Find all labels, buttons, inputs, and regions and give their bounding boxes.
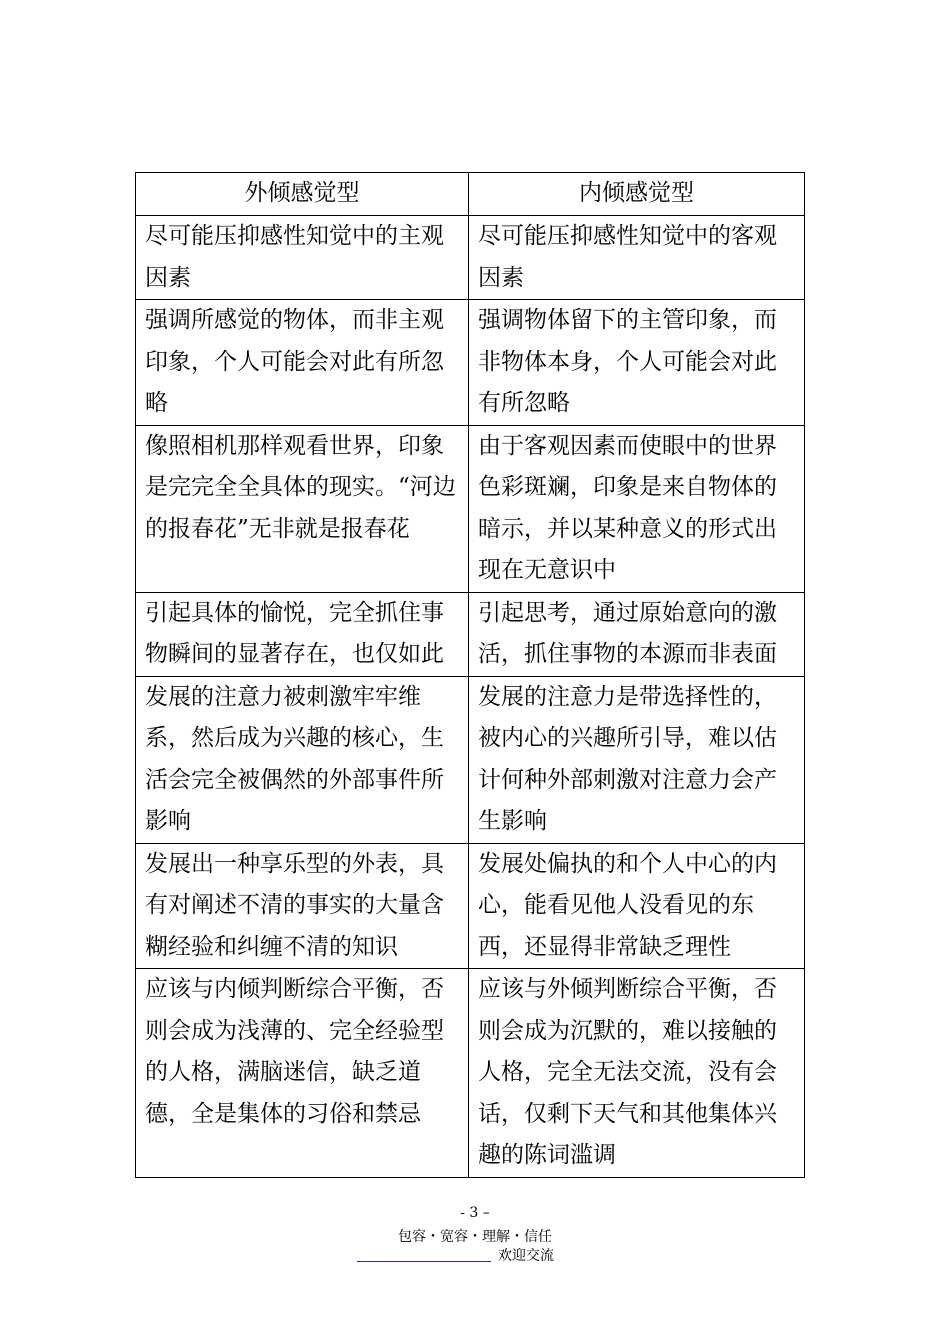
table-row <box>136 425 805 592</box>
table-cell: 发展处偏执的和个人中心的内心，能看见他人没看见的东西，还显得非常缺乏理性 <box>469 843 805 969</box>
table-cell: 发展的注意力是带选择性的，被内心的兴趣所引导，难以估计何种外部刺激对注意力会产生影响 <box>469 676 805 843</box>
page-number: - 3 – <box>460 1205 490 1221</box>
table-row <box>136 676 805 843</box>
table-row <box>136 843 805 969</box>
table-cell: 像照相机那样观看世界，印象是完完全全具体的现实。“河边的报春花”无非就是报春花 <box>136 425 469 592</box>
table-cell: 尽可能压抑感性知觉中的主观因素 <box>136 216 469 300</box>
table-cell: 应该与外倾判断综合平衡，否则会成为沉默的，难以接触的人格，完全无法交流，没有会话，仅剩下天气和其他集体兴趣的陈词滥调 <box>469 969 805 1178</box>
footer-underline <box>357 1261 491 1262</box>
footer-welcome <box>357 1245 577 1265</box>
welcome-text: 欢迎交流 <box>498 1248 554 1264</box>
table-cell: 引起具体的愉悦，完全抓住事物瞬间的显著存在，也仅如此 <box>136 592 469 676</box>
table-cell: 发展出一种享乐型的外表，具有对阐述不清的事实的大量含糊经验和纠缠不清的知识 <box>136 843 469 969</box>
table-row <box>136 969 805 1178</box>
table-cell: 尽可能压抑感性知觉中的客观因素 <box>469 216 805 300</box>
table-cell: 应该与内倾判断综合平衡，否则会成为浅薄的、完全经验型的人格，满脑迷信，缺乏道德，全是集体的习俗和禁忌 <box>136 969 469 1178</box>
table-row <box>136 216 805 300</box>
table-cell: 由于客观因素而使眼中的世界色彩斑斓，印象是来自物体的暗示，并以某种意义的形式出现在无意识中 <box>469 425 805 592</box>
table-row <box>136 592 805 676</box>
header-extraverted-sensation: 外倾感觉型 <box>136 173 469 216</box>
table-header-row <box>136 173 805 216</box>
table-cell: 引起思考，通过原始意向的激活，抓住事物的本源而非表面 <box>469 592 805 676</box>
footer-motto: 包容・宽容・理解・信任 <box>398 1229 552 1245</box>
table-row <box>136 300 805 426</box>
table-cell: 发展的注意力被刺激牢牢维系，然后成为兴趣的核心，生活会完全被偶然的外部事件所影响 <box>136 676 469 843</box>
header-introverted-sensation: 内倾感觉型 <box>469 173 805 216</box>
comparison-table <box>135 172 805 1178</box>
table-cell: 强调所感觉的物体，而非主观印象，个人可能会对此有所忽略 <box>136 300 469 426</box>
table-cell: 强调物体留下的主管印象，而非物体本身，个人可能会对此有所忽略 <box>469 300 805 426</box>
